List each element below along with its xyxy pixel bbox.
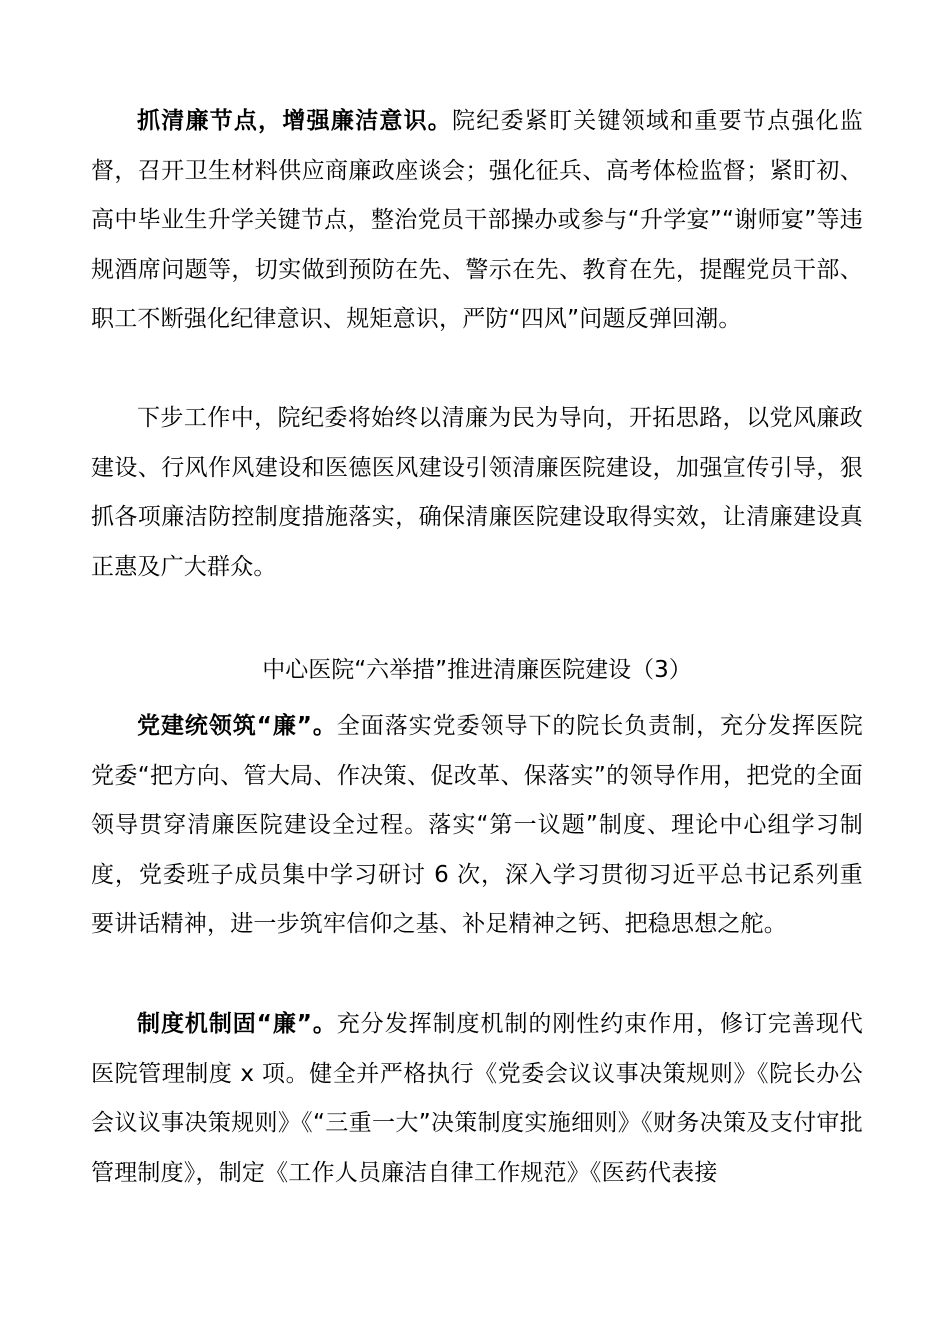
paragraph-body: 全面落实党委领导下的院长负责制，充分发挥医院党委“把方向、管大局、作决策、促改革、保落实”的领导作用，把党的全面领导贯穿清廉医院建设全过程。落实“第一议题”制度、理论中心组学习制度，党委班子成员集中学习研讨 6 次，深入学习贯彻习近平总书记系列重要讲话精神，进一步筑牢信仰之基、补足精神之钙、把稳思想之舵。 [91,713,863,938]
paragraph-lead: 制度机制固“廉”。 [137,1011,337,1037]
paragraph-body: 充分发挥制度机制的刚性约束作用，修订完善现代医院管理制度 x 项。健全并严格执行《党委会议议事决策规则》《院长办公会议议事决策规则》《“三重一大”决策制度实施细则》《财务决策及支付审批管理制度》，制定《工作人员廉洁自律工作规范》《医药代表接 [91,1011,863,1186]
paragraph-lead: 抓清廉节点，增强廉洁意识。 [137,108,453,134]
paragraph-next-steps [91,394,863,592]
paragraph-body: 院纪委紧盯关键领域和重要节点强化监督，召开卫生材料供应商廉政座谈会；强化征兵、高考体检监督；紧盯初、高中毕业生升学关键节点，整治党员干部操办或参与“升学宴”“谢师宴”等违规酒席问题等，切实做到预防在先、警示在先、教育在先，提醒党员干部、职工不断强化纪律意识、规矩意识，严防“四风”问题反弹回潮。 [91,108,863,333]
section-title: 中心医院“六举措”推进清廉医院建设（3） [262,657,692,683]
paragraph-clean-nodes [91,97,863,345]
paragraph-party-building [91,702,863,950]
paragraph-institutional-mechanism [91,1000,863,1198]
paragraph-lead: 党建统领筑“廉”。 [137,713,337,739]
paragraph-body: 下步工作中，院纪委将始终以清廉为民为导向，开拓思路，以党风廉政建设、行风作风建设和医德医风建设引领清廉医院建设，加强宣传引导，狠抓各项廉洁防控制度措施落实，确保清廉医院建设取得实效，让清廉建设真正惠及广大群众。 [91,405,863,580]
